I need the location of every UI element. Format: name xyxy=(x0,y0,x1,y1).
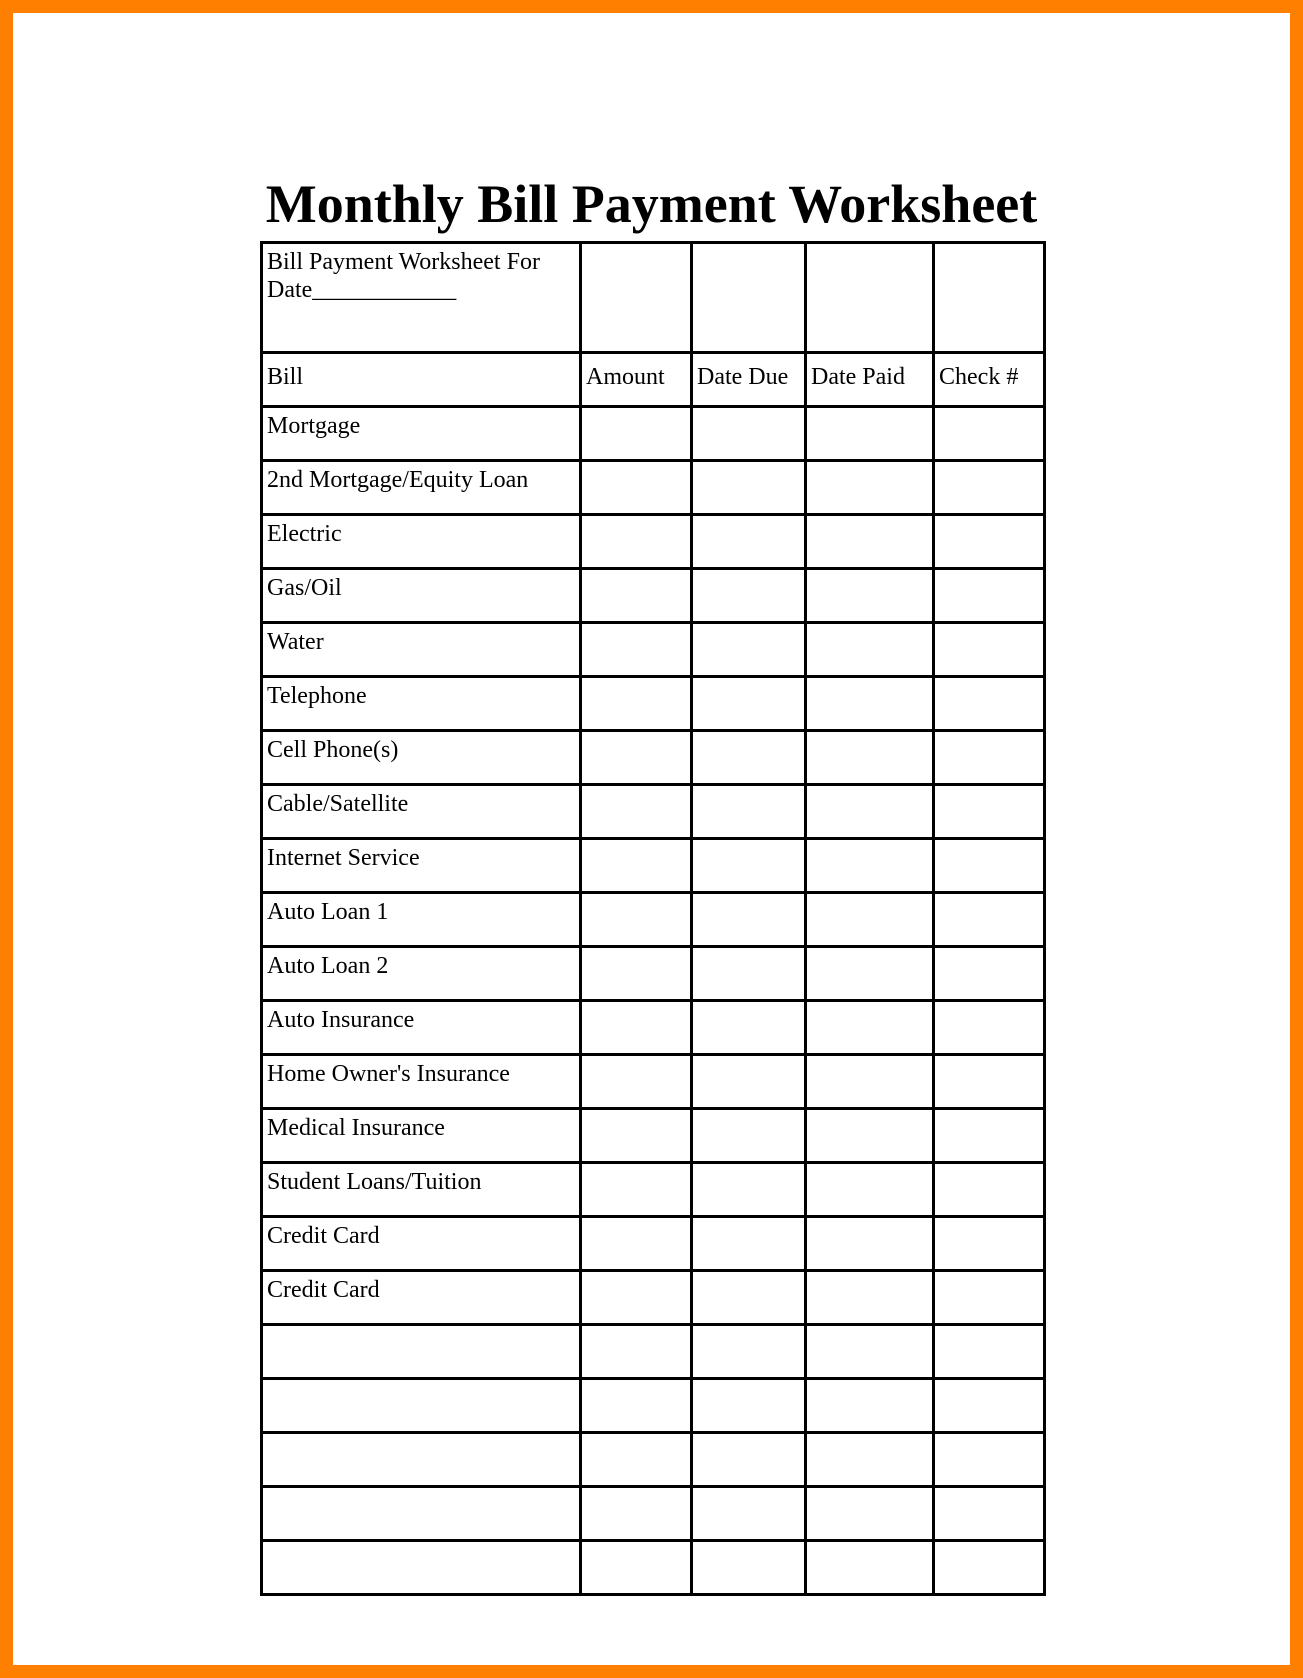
blank-header-cell xyxy=(806,243,934,353)
amount-cell[interactable] xyxy=(581,893,692,947)
amount-cell[interactable] xyxy=(581,1541,692,1595)
date-paid-cell[interactable] xyxy=(806,407,934,461)
table-row xyxy=(262,1433,1045,1487)
bill-name-cell[interactable]: Electric xyxy=(262,515,581,569)
bill-name-cell[interactable] xyxy=(262,1379,581,1433)
table-row xyxy=(262,407,1045,461)
date-due-cell[interactable] xyxy=(692,1001,806,1055)
column-header-amount: Amount xyxy=(581,353,692,407)
date-due-cell[interactable] xyxy=(692,1433,806,1487)
blank-header-cell xyxy=(934,243,1045,353)
table-row xyxy=(262,515,1045,569)
bill-name-cell[interactable]: Internet Service xyxy=(262,839,581,893)
table-row xyxy=(262,785,1045,839)
amount-cell[interactable] xyxy=(581,569,692,623)
check-number-cell[interactable] xyxy=(934,1271,1045,1325)
check-number-cell[interactable] xyxy=(934,785,1045,839)
amount-cell[interactable] xyxy=(581,515,692,569)
bill-name-cell[interactable]: Cable/Satellite xyxy=(262,785,581,839)
bill-name-cell[interactable]: Auto Insurance xyxy=(262,1001,581,1055)
check-number-cell[interactable] xyxy=(934,1541,1045,1595)
amount-cell[interactable] xyxy=(581,785,692,839)
bill-name-cell[interactable]: Gas/Oil xyxy=(262,569,581,623)
amount-cell[interactable] xyxy=(581,461,692,515)
table-row xyxy=(262,731,1045,785)
amount-cell[interactable] xyxy=(581,1217,692,1271)
worksheet-date-row xyxy=(262,243,1045,353)
check-number-cell[interactable] xyxy=(934,1433,1045,1487)
date-due-cell[interactable] xyxy=(692,1325,806,1379)
date-due-cell[interactable] xyxy=(692,461,806,515)
table-row xyxy=(262,839,1045,893)
date-due-cell[interactable] xyxy=(692,731,806,785)
column-header-check-number: Check # xyxy=(934,353,1045,407)
date-paid-cell[interactable] xyxy=(806,1541,934,1595)
amount-cell[interactable] xyxy=(581,839,692,893)
date-field-label: Date____________ xyxy=(267,277,457,303)
date-paid-cell[interactable] xyxy=(806,839,934,893)
date-due-cell[interactable] xyxy=(692,569,806,623)
check-number-cell[interactable] xyxy=(934,677,1045,731)
date-paid-cell[interactable] xyxy=(806,677,934,731)
bill-name-cell[interactable] xyxy=(262,1325,581,1379)
bill-name-cell[interactable]: Credit Card xyxy=(262,1271,581,1325)
date-due-cell[interactable] xyxy=(692,1109,806,1163)
bill-name-cell[interactable]: Cell Phone(s) xyxy=(262,731,581,785)
bill-worksheet-table xyxy=(260,241,1046,1596)
table-row xyxy=(262,1325,1045,1379)
table-row xyxy=(262,1055,1045,1109)
date-paid-cell[interactable] xyxy=(806,623,934,677)
check-number-cell[interactable] xyxy=(934,1487,1045,1541)
check-number-cell[interactable] xyxy=(934,1163,1045,1217)
date-paid-cell[interactable] xyxy=(806,569,934,623)
amount-cell[interactable] xyxy=(581,1109,692,1163)
amount-cell[interactable] xyxy=(581,1487,692,1541)
bill-name-cell[interactable] xyxy=(262,1541,581,1595)
table-row xyxy=(262,1541,1045,1595)
amount-cell[interactable] xyxy=(581,1163,692,1217)
table-row xyxy=(262,1271,1045,1325)
table-row xyxy=(262,947,1045,1001)
amount-cell[interactable] xyxy=(581,1271,692,1325)
check-number-cell[interactable] xyxy=(934,623,1045,677)
amount-cell[interactable] xyxy=(581,1055,692,1109)
amount-cell[interactable] xyxy=(581,1433,692,1487)
date-paid-cell[interactable] xyxy=(806,785,934,839)
bill-name-cell[interactable]: Auto Loan 2 xyxy=(262,947,581,1001)
table-row xyxy=(262,1379,1045,1433)
column-header-date-paid: Date Paid xyxy=(806,353,934,407)
check-number-cell[interactable] xyxy=(934,569,1045,623)
check-number-cell[interactable] xyxy=(934,407,1045,461)
date-due-cell[interactable] xyxy=(692,623,806,677)
date-due-cell[interactable] xyxy=(692,515,806,569)
amount-cell[interactable] xyxy=(581,677,692,731)
date-paid-cell[interactable] xyxy=(806,1325,934,1379)
amount-cell[interactable] xyxy=(581,1379,692,1433)
date-due-cell[interactable] xyxy=(692,893,806,947)
date-paid-cell[interactable] xyxy=(806,731,934,785)
table-row xyxy=(262,461,1045,515)
check-number-cell[interactable] xyxy=(934,1001,1045,1055)
date-paid-cell[interactable] xyxy=(806,461,934,515)
amount-cell[interactable] xyxy=(581,623,692,677)
column-header-row xyxy=(262,353,1045,407)
date-paid-cell[interactable] xyxy=(806,515,934,569)
bill-name-cell[interactable]: Student Loans/Tuition xyxy=(262,1163,581,1217)
check-number-cell[interactable] xyxy=(934,731,1045,785)
date-paid-cell[interactable] xyxy=(806,1001,934,1055)
table-row xyxy=(262,893,1045,947)
date-paid-cell[interactable] xyxy=(806,1487,934,1541)
blank-header-cell xyxy=(692,243,806,353)
date-due-cell[interactable] xyxy=(692,1487,806,1541)
date-due-cell[interactable] xyxy=(692,1163,806,1217)
worksheet-body xyxy=(262,243,1045,1595)
date-due-cell[interactable] xyxy=(692,1379,806,1433)
bill-name-cell[interactable]: Auto Loan 1 xyxy=(262,893,581,947)
amount-cell[interactable] xyxy=(581,1325,692,1379)
date-due-cell[interactable] xyxy=(692,839,806,893)
blank-header-cell xyxy=(581,243,692,353)
check-number-cell[interactable] xyxy=(934,1325,1045,1379)
table-row xyxy=(262,677,1045,731)
bill-name-cell[interactable]: 2nd Mortgage/Equity Loan xyxy=(262,461,581,515)
bill-name-cell[interactable]: Home Owner's Insurance xyxy=(262,1055,581,1109)
table-row xyxy=(262,569,1045,623)
date-paid-cell[interactable] xyxy=(806,1163,934,1217)
date-paid-cell[interactable] xyxy=(806,1379,934,1433)
bill-name-cell[interactable]: Mortgage xyxy=(262,407,581,461)
page-title: Monthly Bill Payment Worksheet xyxy=(265,174,1038,234)
worksheet-date-cell[interactable] xyxy=(262,243,581,353)
bill-name-cell[interactable]: Medical Insurance xyxy=(262,1109,581,1163)
date-paid-cell[interactable] xyxy=(806,1055,934,1109)
date-paid-cell[interactable] xyxy=(806,1433,934,1487)
date-paid-cell[interactable] xyxy=(806,947,934,1001)
check-number-cell[interactable] xyxy=(934,1055,1045,1109)
date-due-cell[interactable] xyxy=(692,1271,806,1325)
table-row xyxy=(262,1217,1045,1271)
amount-cell[interactable] xyxy=(581,731,692,785)
date-due-cell[interactable] xyxy=(692,407,806,461)
check-number-cell[interactable] xyxy=(934,893,1045,947)
table-row xyxy=(262,623,1045,677)
bill-name-cell[interactable] xyxy=(262,1433,581,1487)
date-paid-cell[interactable] xyxy=(806,1271,934,1325)
table-row xyxy=(262,1487,1045,1541)
check-number-cell[interactable] xyxy=(934,1217,1045,1271)
date-due-cell[interactable] xyxy=(692,1541,806,1595)
table-row xyxy=(262,1109,1045,1163)
bill-name-cell[interactable]: Telephone xyxy=(262,677,581,731)
table-row xyxy=(262,1163,1045,1217)
check-number-cell[interactable] xyxy=(934,515,1045,569)
bill-name-cell[interactable] xyxy=(262,1487,581,1541)
worksheet-for-label: Bill Payment Worksheet For xyxy=(267,249,540,275)
date-paid-cell[interactable] xyxy=(806,1109,934,1163)
date-paid-cell[interactable] xyxy=(806,1217,934,1271)
check-number-cell[interactable] xyxy=(934,947,1045,1001)
date-due-cell[interactable] xyxy=(692,1217,806,1271)
date-due-cell[interactable] xyxy=(692,677,806,731)
amount-cell[interactable] xyxy=(581,407,692,461)
check-number-cell[interactable] xyxy=(934,1109,1045,1163)
column-header-date-due: Date Due xyxy=(692,353,806,407)
bill-name-cell[interactable]: Credit Card xyxy=(262,1217,581,1271)
date-due-cell[interactable] xyxy=(692,785,806,839)
check-number-cell[interactable] xyxy=(934,461,1045,515)
amount-cell[interactable] xyxy=(581,947,692,1001)
table-row xyxy=(262,1001,1045,1055)
amount-cell[interactable] xyxy=(581,1001,692,1055)
date-paid-cell[interactable] xyxy=(806,893,934,947)
check-number-cell[interactable] xyxy=(934,1379,1045,1433)
date-due-cell[interactable] xyxy=(692,947,806,1001)
bill-name-cell[interactable]: Water xyxy=(262,623,581,677)
date-due-cell[interactable] xyxy=(692,1055,806,1109)
check-number-cell[interactable] xyxy=(934,839,1045,893)
column-header-bill: Bill xyxy=(262,353,581,407)
